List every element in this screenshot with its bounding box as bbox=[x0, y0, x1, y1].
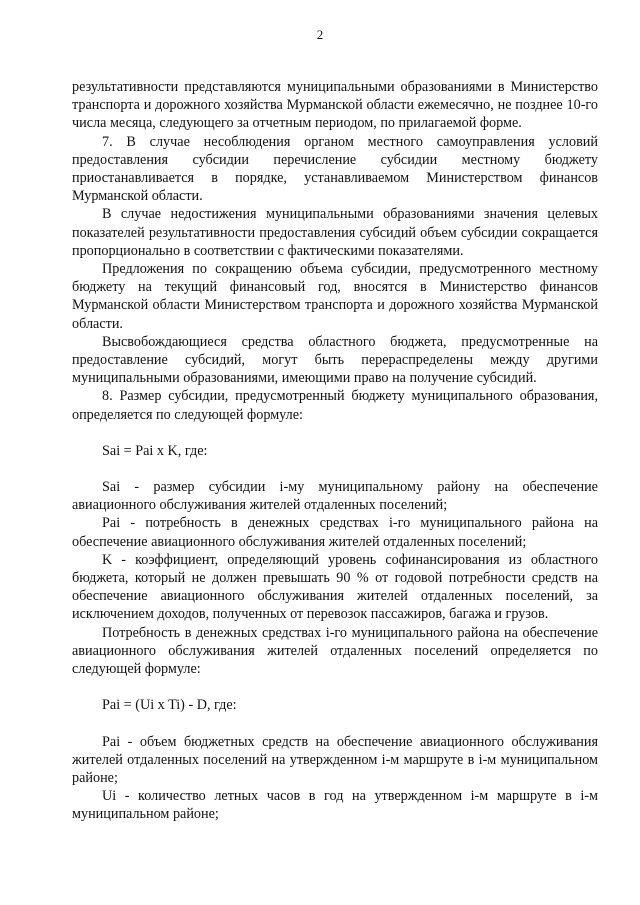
paragraph: результативности представляются муниципальными образованиями в Министерство транспорта и дорожного хозяйства Мурманской области ежемесячно, не позднее 10-го числа месяца, следующего за отчетным периодом, по прилагаемой форме. bbox=[72, 79, 598, 132]
formula-pai: Pai = (Ui x Ti) - D, где: bbox=[102, 697, 237, 714]
definition: Pai - потребность в денежных средствах i-го муниципального района на обеспечение авиационного обслуживания жителей отдаленных поселений; bbox=[72, 515, 598, 550]
definition: Sai - размер субсидии i-му муниципальному району на обеспечение авиационного обслуживания жителей отдаленных поселений; bbox=[72, 479, 598, 514]
paragraph: Высвобождающиеся средства областного бюджета, предусмотренные на предоставление субсидий, могут быть перераспределены между другими муниципальными образованиями, имеющими право на получение субсидий. bbox=[72, 333, 598, 387]
formula-sai: Sai = Pai x K, где: bbox=[102, 442, 208, 459]
paragraph: В случае недостижения муниципальными образованиями значения целевых показателей результативности предоставления субсидий объем субсидии сокращается пропорционально в соответствии с фактическими показателями. bbox=[72, 206, 598, 259]
definition: Pai - объем бюджетных средств на обеспечение авиационного обслуживания жителей отдаленных поселений на утвержденном i-м маршруте в i-м муниципальном районе; bbox=[72, 733, 598, 786]
definition: K - коэффициент, определяющий уровень софинансирования из областного бюджета, который не должен превышать 90 % от годовой потребности средств на обеспечение авиационного обслуживания жителей отдаленных поселений, за исключением доходов, полученных от перевозок пассажиров, багажа и грузов. bbox=[72, 551, 598, 623]
paragraph: 8. Размер субсидии, предусмотренный бюджету муниципального образования, определяется по следующей формуле: bbox=[72, 388, 598, 423]
document-body bbox=[72, 78, 598, 824]
paragraph: 7. В случае несоблюдения органом местного самоуправления условий предоставления субсидии перечисление субсидии местному бюджету приостанавливается в порядке, устанавливаемом Министерством финансов Мурманской области. bbox=[72, 133, 598, 205]
definition: Потребность в денежных средствах i-го муниципального района на обеспечение авиационного обслуживания жителей отдаленных поселений определяется по следующей формуле: bbox=[72, 624, 598, 678]
paragraph: Предложения по сокращению объема субсидии, предусмотренного местному бюджету на текущий финансовый год, вносятся в Министерство финансов Мурманской области Министерством транспорта и дорожного хозяйства Мурманской области. bbox=[72, 261, 598, 332]
page-number: 2 bbox=[316, 27, 324, 42]
definition: Ui - количество летных часов в год на утвержденном i-м маршруте в i-м муниципальном районе; bbox=[72, 788, 598, 823]
